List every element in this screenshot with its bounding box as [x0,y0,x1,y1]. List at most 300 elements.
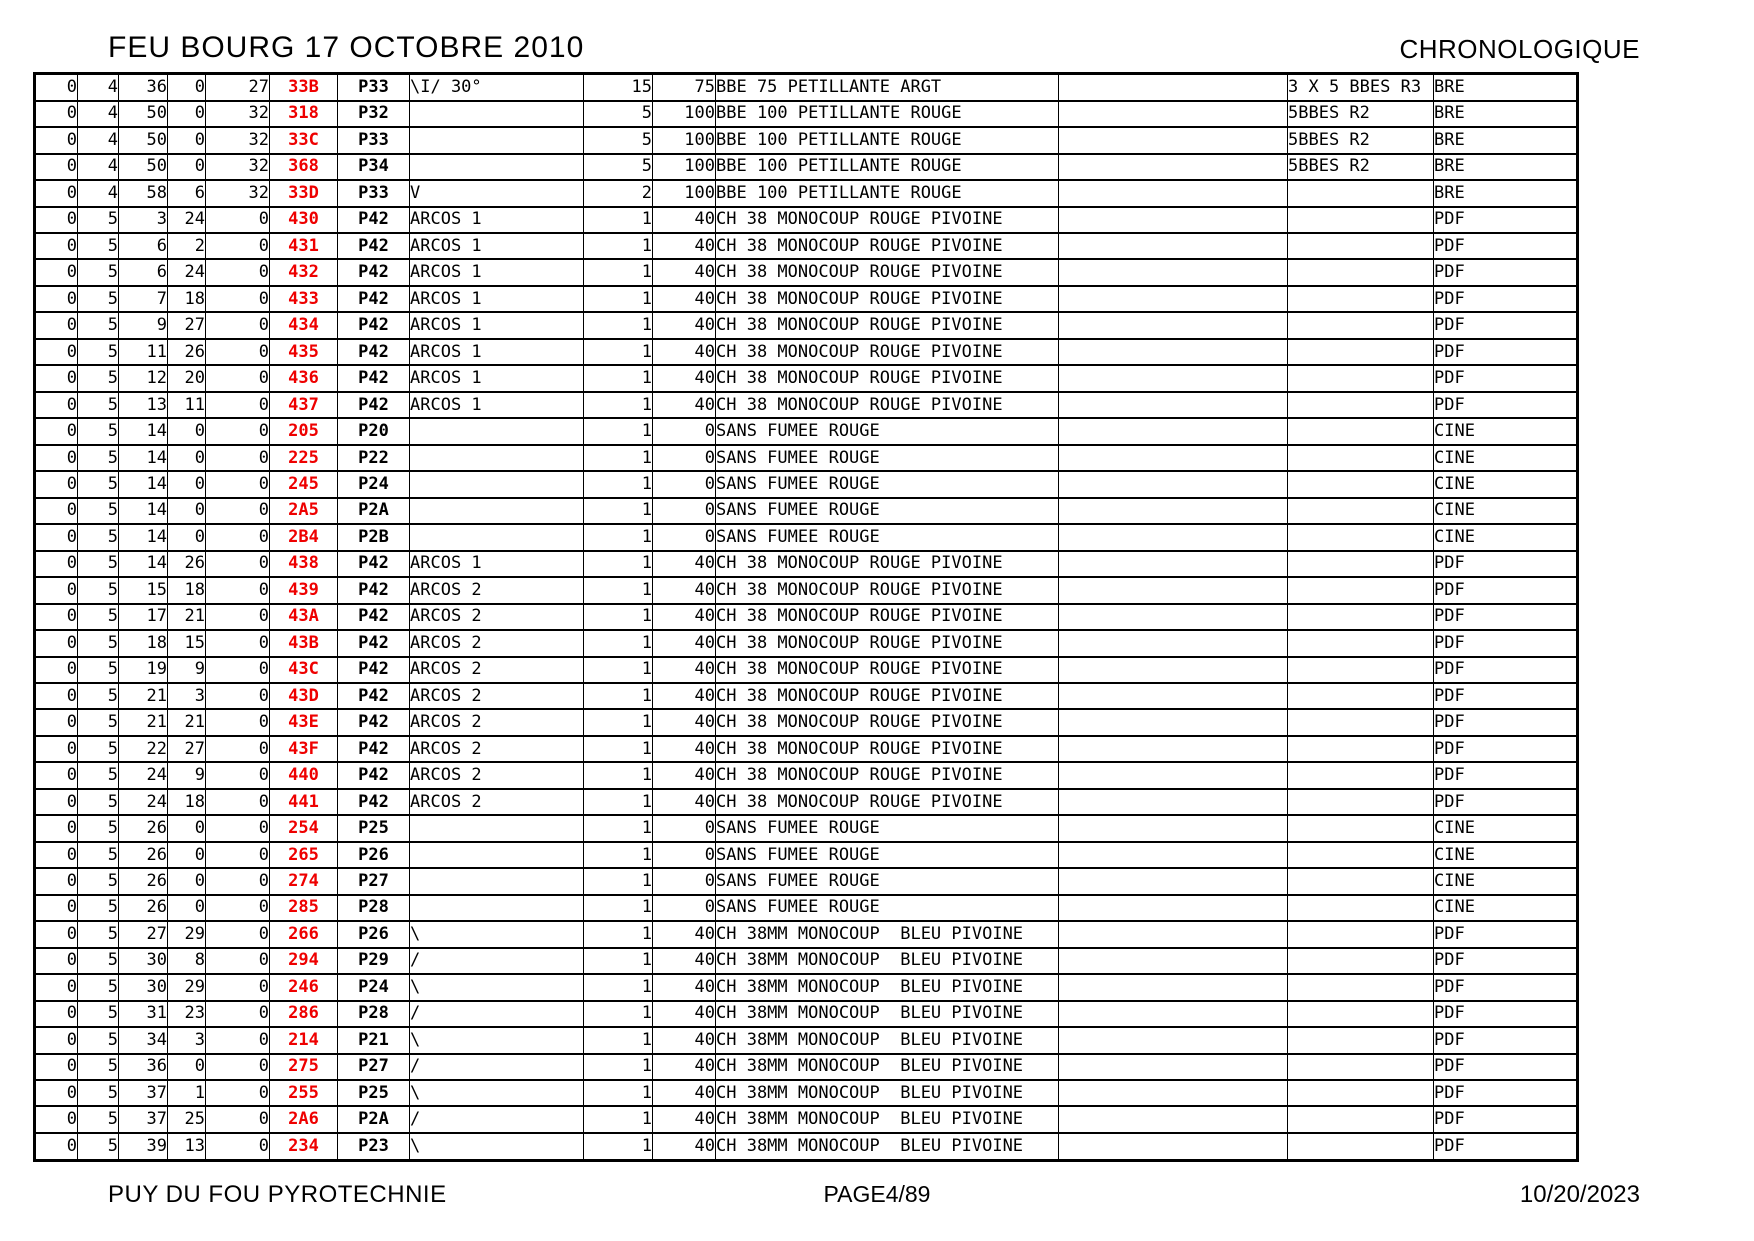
caliber-cell: 40 [653,365,716,391]
table-row [35,1080,1578,1106]
charge-cell [1288,815,1434,841]
spacer-cell [1059,286,1288,312]
quantity-cell: 1 [584,207,653,233]
category-cell: PDF [1434,683,1578,709]
orientation-cell: ARCOS 1 [410,339,584,365]
time-m-cell: 5 [78,683,119,709]
charge-cell [1288,736,1434,762]
time-s-cell: 9 [119,312,168,338]
delay-cell: 0 [206,657,270,683]
delay-cell: 0 [206,498,270,524]
time-cs-cell: 0 [168,471,206,497]
delay-cell: 0 [206,286,270,312]
charge-cell [1288,948,1434,974]
time-m-cell: 5 [78,815,119,841]
spacer-cell [1059,630,1288,656]
caliber-cell: 40 [653,1001,716,1027]
category-cell: PDF [1434,762,1578,788]
firing-code-cell: 43E [270,709,338,735]
caliber-cell: 0 [653,445,716,471]
table-row [35,286,1578,312]
category-cell: BRE [1434,127,1578,153]
delay-cell: 27 [206,74,270,101]
table-row [35,657,1578,683]
orientation-cell: / [410,1054,584,1080]
time-s-cell: 31 [119,1001,168,1027]
time-s-cell: 26 [119,842,168,868]
delay-cell: 0 [206,604,270,630]
charge-cell [1288,921,1434,947]
quantity-cell: 1 [584,577,653,603]
time-m-cell: 5 [78,392,119,418]
table-row [35,1106,1578,1132]
time-m-cell: 5 [78,1106,119,1132]
category-cell: CINE [1434,815,1578,841]
table-row [35,868,1578,894]
orientation-cell: ARCOS 2 [410,762,584,788]
firing-code-cell: 234 [270,1133,338,1161]
category-cell: PDF [1434,312,1578,338]
caliber-cell: 40 [653,286,716,312]
time-s-cell: 27 [119,921,168,947]
quantity-cell: 1 [584,683,653,709]
time-m-cell: 5 [78,657,119,683]
table-row [35,842,1578,868]
time-h-cell: 0 [35,445,78,471]
time-cs-cell: 27 [168,312,206,338]
quantity-cell: 1 [584,1027,653,1053]
position-cell: P25 [338,815,410,841]
time-s-cell: 13 [119,392,168,418]
caliber-cell: 40 [653,657,716,683]
firing-code-cell: 33D [270,180,338,206]
category-cell: PDF [1434,339,1578,365]
time-h-cell: 0 [35,312,78,338]
time-m-cell: 5 [78,1027,119,1053]
charge-cell [1288,1001,1434,1027]
time-m-cell: 4 [78,74,119,101]
time-s-cell: 22 [119,736,168,762]
spacer-cell [1059,127,1288,153]
category-cell: PDF [1434,259,1578,285]
charge-cell [1288,657,1434,683]
time-cs-cell: 13 [168,1133,206,1161]
caliber-cell: 40 [653,259,716,285]
time-cs-cell: 1 [168,1080,206,1106]
table-row [35,921,1578,947]
quantity-cell: 15 [584,74,653,101]
category-cell: CINE [1434,895,1578,921]
orientation-cell [410,524,584,550]
time-s-cell: 14 [119,524,168,550]
firing-code-cell: 438 [270,551,338,577]
time-h-cell: 0 [35,1027,78,1053]
category-cell: PDF [1434,577,1578,603]
spacer-cell [1059,418,1288,444]
spacer-cell [1059,1133,1288,1161]
firing-code-cell: 294 [270,948,338,974]
charge-cell [1288,630,1434,656]
delay-cell: 0 [206,445,270,471]
time-cs-cell: 0 [168,868,206,894]
orientation-cell: ARCOS 2 [410,577,584,603]
firing-code-cell: 435 [270,339,338,365]
delay-cell: 0 [206,948,270,974]
time-s-cell: 14 [119,418,168,444]
table-row [35,180,1578,206]
time-cs-cell: 18 [168,286,206,312]
charge-cell [1288,683,1434,709]
orientation-cell [410,101,584,127]
spacer-cell [1059,1106,1288,1132]
orientation-cell: ARCOS 2 [410,736,584,762]
orientation-cell: ARCOS 2 [410,657,584,683]
time-cs-cell: 0 [168,498,206,524]
description-cell: BBE 75 PETILLANTE ARGT [716,74,1059,101]
delay-cell: 0 [206,815,270,841]
description-cell: CH 38MM MONOCOUP BLEU PIVOINE [716,1106,1059,1132]
category-cell: BRE [1434,101,1578,127]
table-row [35,736,1578,762]
firing-code-cell: 286 [270,1001,338,1027]
time-m-cell: 5 [78,1133,119,1161]
time-m-cell: 5 [78,762,119,788]
time-cs-cell: 0 [168,895,206,921]
time-m-cell: 5 [78,842,119,868]
caliber-cell: 40 [653,577,716,603]
description-cell: SANS FUMEE ROUGE [716,418,1059,444]
description-cell: SANS FUMEE ROUGE [716,842,1059,868]
time-cs-cell: 0 [168,127,206,153]
position-cell: P42 [338,207,410,233]
firing-code-cell: 2B4 [270,524,338,550]
table-row [35,471,1578,497]
table-row [35,154,1578,180]
time-cs-cell: 27 [168,736,206,762]
spacer-cell [1059,895,1288,921]
category-cell: PDF [1434,551,1578,577]
category-cell: PDF [1434,736,1578,762]
time-h-cell: 0 [35,339,78,365]
orientation-cell [410,498,584,524]
charge-cell [1288,895,1434,921]
quantity-cell: 1 [584,815,653,841]
description-cell: CH 38 MONOCOUP ROUGE PIVOINE [716,286,1059,312]
description-cell: CH 38 MONOCOUP ROUGE PIVOINE [716,709,1059,735]
caliber-cell: 100 [653,101,716,127]
firing-code-cell: 431 [270,233,338,259]
category-cell: PDF [1434,1080,1578,1106]
caliber-cell: 100 [653,180,716,206]
time-h-cell: 0 [35,736,78,762]
time-m-cell: 5 [78,736,119,762]
charge-cell [1288,868,1434,894]
charge-cell [1288,207,1434,233]
time-cs-cell: 0 [168,101,206,127]
quantity-cell: 2 [584,180,653,206]
time-m-cell: 4 [78,127,119,153]
spacer-cell [1059,1054,1288,1080]
caliber-cell: 40 [653,974,716,1000]
time-cs-cell: 20 [168,365,206,391]
time-s-cell: 12 [119,365,168,391]
caliber-cell: 75 [653,74,716,101]
orientation-cell [410,868,584,894]
charge-cell [1288,842,1434,868]
time-m-cell: 5 [78,418,119,444]
time-s-cell: 18 [119,630,168,656]
time-m-cell: 5 [78,259,119,285]
category-cell: PDF [1434,948,1578,974]
quantity-cell: 1 [584,418,653,444]
caliber-cell: 40 [653,551,716,577]
caliber-cell: 40 [653,948,716,974]
charge-cell [1288,577,1434,603]
description-cell: CH 38MM MONOCOUP BLEU PIVOINE [716,974,1059,1000]
time-m-cell: 5 [78,551,119,577]
position-cell: P20 [338,418,410,444]
position-cell: P25 [338,1080,410,1106]
quantity-cell: 1 [584,895,653,921]
charge-cell [1288,604,1434,630]
spacer-cell [1059,921,1288,947]
category-cell: PDF [1434,709,1578,735]
category-cell: PDF [1434,789,1578,815]
caliber-cell: 40 [653,1054,716,1080]
orientation-cell: \ [410,1133,584,1161]
quantity-cell: 1 [584,551,653,577]
position-cell: P2A [338,1106,410,1132]
description-cell: CH 38 MONOCOUP ROUGE PIVOINE [716,657,1059,683]
firing-schedule-table [33,72,1579,1162]
orientation-cell: \ [410,921,584,947]
spacer-cell [1059,471,1288,497]
orientation-cell: ARCOS 2 [410,709,584,735]
description-cell: CH 38MM MONOCOUP BLEU PIVOINE [716,1054,1059,1080]
quantity-cell: 1 [584,1080,653,1106]
firing-code-cell: 318 [270,101,338,127]
time-h-cell: 0 [35,974,78,1000]
category-cell: CINE [1434,418,1578,444]
category-cell: CINE [1434,498,1578,524]
position-cell: P33 [338,74,410,101]
table-row [35,1027,1578,1053]
orientation-cell [410,815,584,841]
quantity-cell: 1 [584,524,653,550]
charge-cell [1288,392,1434,418]
delay-cell: 0 [206,418,270,444]
table-row [35,524,1578,550]
time-h-cell: 0 [35,709,78,735]
firing-code-cell: 33B [270,74,338,101]
position-cell: P29 [338,948,410,974]
description-cell: CH 38 MONOCOUP ROUGE PIVOINE [716,551,1059,577]
time-s-cell: 14 [119,471,168,497]
delay-cell: 0 [206,1133,270,1161]
table-row [35,312,1578,338]
quantity-cell: 1 [584,736,653,762]
time-s-cell: 24 [119,762,168,788]
caliber-cell: 40 [653,789,716,815]
table-row [35,630,1578,656]
time-m-cell: 5 [78,365,119,391]
time-h-cell: 0 [35,1106,78,1132]
charge-cell [1288,709,1434,735]
spacer-cell [1059,392,1288,418]
time-s-cell: 26 [119,895,168,921]
time-s-cell: 30 [119,974,168,1000]
time-h-cell: 0 [35,868,78,894]
footer-page-number: PAGE4/89 [823,1181,931,1207]
spacer-cell [1059,762,1288,788]
delay-cell: 32 [206,127,270,153]
table-row [35,498,1578,524]
quantity-cell: 1 [584,604,653,630]
firing-code-cell: 434 [270,312,338,338]
position-cell: P42 [338,286,410,312]
description-cell: CH 38 MONOCOUP ROUGE PIVOINE [716,630,1059,656]
time-h-cell: 0 [35,815,78,841]
position-cell: P42 [338,736,410,762]
category-cell: PDF [1434,921,1578,947]
time-m-cell: 5 [78,498,119,524]
charge-cell [1288,1106,1434,1132]
description-cell: SANS FUMEE ROUGE [716,815,1059,841]
position-cell: P42 [338,233,410,259]
table-row [35,339,1578,365]
time-m-cell: 5 [78,895,119,921]
quantity-cell: 5 [584,154,653,180]
delay-cell: 0 [206,683,270,709]
time-h-cell: 0 [35,842,78,868]
category-cell: BRE [1434,180,1578,206]
time-cs-cell: 6 [168,180,206,206]
table-row [35,762,1578,788]
description-cell: CH 38MM MONOCOUP BLEU PIVOINE [716,1001,1059,1027]
time-m-cell: 5 [78,524,119,550]
category-cell: PDF [1434,1027,1578,1053]
position-cell: P42 [338,312,410,338]
description-cell: BBE 100 PETILLANTE ROUGE [716,180,1059,206]
delay-cell: 0 [206,524,270,550]
time-h-cell: 0 [35,524,78,550]
description-cell: CH 38 MONOCOUP ROUGE PIVOINE [716,577,1059,603]
time-cs-cell: 29 [168,921,206,947]
charge-cell [1288,1133,1434,1161]
firing-code-cell: 275 [270,1054,338,1080]
delay-cell: 0 [206,868,270,894]
category-cell: CINE [1434,868,1578,894]
orientation-cell [410,418,584,444]
charge-cell [1288,233,1434,259]
position-cell: P42 [338,339,410,365]
delay-cell: 0 [206,577,270,603]
position-cell: P23 [338,1133,410,1161]
time-cs-cell: 23 [168,1001,206,1027]
firing-code-cell: 43D [270,683,338,709]
time-cs-cell: 15 [168,630,206,656]
category-cell: PDF [1434,604,1578,630]
time-s-cell: 14 [119,551,168,577]
time-s-cell: 14 [119,498,168,524]
spacer-cell [1059,709,1288,735]
time-m-cell: 5 [78,286,119,312]
spacer-cell [1059,207,1288,233]
charge-cell [1288,1080,1434,1106]
category-cell: CINE [1434,445,1578,471]
charge-cell [1288,551,1434,577]
delay-cell: 0 [206,1027,270,1053]
table-row [35,127,1578,153]
time-h-cell: 0 [35,471,78,497]
charge-cell [1288,524,1434,550]
footer-company: PUY DU FOU PYROTECHNIE [108,1181,447,1208]
category-cell: PDF [1434,657,1578,683]
time-cs-cell: 0 [168,74,206,101]
spacer-cell [1059,577,1288,603]
quantity-cell: 1 [584,392,653,418]
time-s-cell: 26 [119,815,168,841]
time-h-cell: 0 [35,551,78,577]
caliber-cell: 40 [653,604,716,630]
orientation-cell: ARCOS 2 [410,683,584,709]
position-cell: P27 [338,868,410,894]
time-cs-cell: 0 [168,418,206,444]
firing-code-cell: 225 [270,445,338,471]
quantity-cell: 1 [584,312,653,338]
table-row [35,683,1578,709]
time-s-cell: 50 [119,154,168,180]
position-cell: P32 [338,101,410,127]
caliber-cell: 100 [653,154,716,180]
time-m-cell: 5 [78,1054,119,1080]
time-m-cell: 4 [78,154,119,180]
description-cell: BBE 100 PETILLANTE ROUGE [716,154,1059,180]
firing-code-cell: 432 [270,259,338,285]
time-m-cell: 5 [78,630,119,656]
table-row [35,974,1578,1000]
caliber-cell: 100 [653,127,716,153]
table-row [35,577,1578,603]
quantity-cell: 1 [584,630,653,656]
position-cell: P42 [338,657,410,683]
category-cell: CINE [1434,842,1578,868]
time-s-cell: 21 [119,709,168,735]
position-cell: P24 [338,974,410,1000]
time-cs-cell: 0 [168,445,206,471]
position-cell: P28 [338,1001,410,1027]
orientation-cell: ARCOS 1 [410,233,584,259]
category-cell: PDF [1434,630,1578,656]
table-row [35,948,1578,974]
delay-cell: 0 [206,630,270,656]
time-s-cell: 17 [119,604,168,630]
table-row [35,789,1578,815]
charge-cell [1288,445,1434,471]
charge-cell [1288,1027,1434,1053]
time-h-cell: 0 [35,418,78,444]
description-cell: CH 38 MONOCOUP ROUGE PIVOINE [716,762,1059,788]
charge-cell: 5BBES R2 [1288,127,1434,153]
spacer-cell [1059,498,1288,524]
firing-code-cell: 43A [270,604,338,630]
table-row [35,445,1578,471]
caliber-cell: 40 [653,683,716,709]
category-cell: PDF [1434,207,1578,233]
quantity-cell: 1 [584,948,653,974]
quantity-cell: 1 [584,1133,653,1161]
time-h-cell: 0 [35,921,78,947]
